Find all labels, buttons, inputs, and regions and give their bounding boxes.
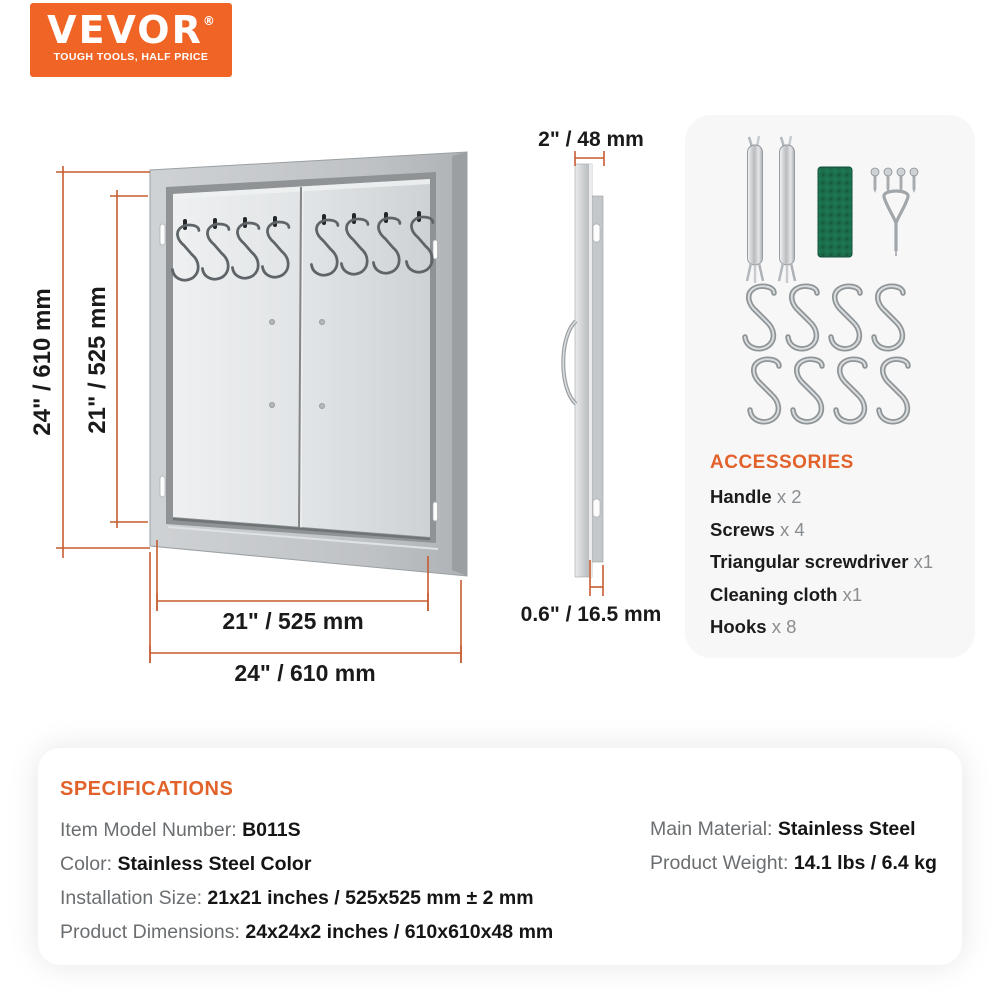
spec-row: Main Material: Stainless Steel [650, 818, 916, 840]
accessories-panel [685, 115, 975, 658]
frame-slot [433, 240, 438, 259]
frame-right-return [452, 152, 467, 576]
outer-width-label: 24" / 610 mm [234, 660, 376, 686]
handle-accessory [747, 136, 795, 283]
double-door-front [150, 152, 467, 576]
frame-slot [160, 224, 165, 245]
flange-slot [593, 499, 600, 517]
brand-name [30, 8, 232, 52]
inner-height-label: 21" / 525 mm [84, 286, 111, 434]
flange-slot [593, 224, 600, 242]
side-handle [563, 321, 576, 404]
brand-tagline: TOUGH TOOLS, HALF PRICE [53, 51, 209, 63]
registered-mark: ® [202, 14, 215, 28]
outer-height-label: 24" / 610 mm [29, 288, 56, 436]
list-item: Hooks x 8 [710, 616, 797, 637]
frame-slot [433, 502, 438, 521]
side-profile [563, 164, 603, 577]
spec-row: Product Weight: 14.1 lbs / 6.4 kg [650, 852, 937, 874]
spec-row: Item Model Number: B011S [60, 819, 301, 841]
depth-label: 2" / 48 mm [538, 128, 644, 151]
thickness-label: 0.6" / 16.5 mm [520, 603, 662, 626]
frame-slot [160, 476, 165, 497]
vevor-logo [30, 3, 232, 77]
s-hooks-accessory [745, 286, 908, 422]
brand-name-text: VEVOR [47, 8, 203, 52]
specifications-title: SPECIFICATIONS [60, 778, 234, 800]
specifications-right-column [650, 812, 937, 880]
list-item: Handle x 2 [710, 486, 802, 507]
screws-accessory [871, 168, 918, 193]
front-view-diagram [20, 115, 520, 690]
side-view-diagram [505, 115, 675, 640]
cleaning-cloth-accessory [818, 167, 852, 257]
triangular-screwdriver-accessory [884, 191, 908, 256]
list-item: Triangular screwdriver x1 [710, 551, 934, 572]
spec-row: Product Dimensions: 24x24x2 inches / 610x610x48 mm [60, 921, 554, 943]
accessories-image [685, 133, 975, 453]
inner-width-label: 21" / 525 mm [222, 608, 364, 634]
spec-row: Color: Stainless Steel Color [60, 853, 312, 875]
accessories-list [710, 481, 933, 644]
accessories-title: ACCESSORIES [710, 452, 854, 473]
spec-row: Installation Size: 21x21 inches / 525x525 mm ± 2 mm [60, 887, 534, 909]
list-item: Cleaning cloth x1 [710, 583, 863, 605]
specifications-card [38, 748, 962, 965]
list-item: Screws x 4 [710, 518, 805, 540]
